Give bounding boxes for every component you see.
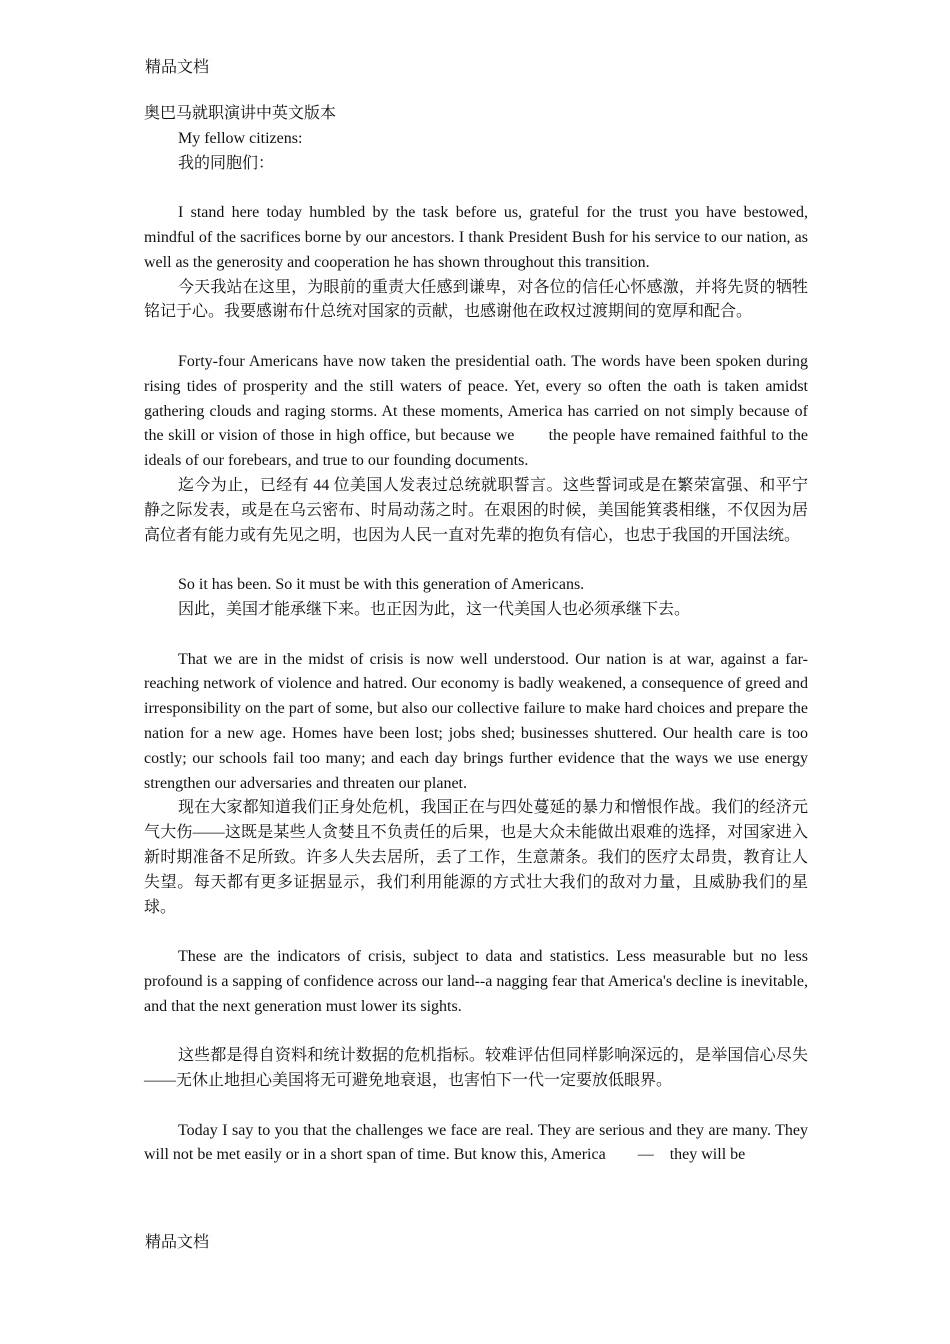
paragraph-zh: 今天我站在这里，为眼前的重责大任感到谦卑，对各位的信任心怀感激，并将先贤的牺牲铭记于心。我要感谢布什总统对国家的贡献，也感谢他在政权过渡期间的宽厚和配合。 xyxy=(144,278,808,321)
paragraph-en: I stand here today humbled by the task before us, grateful for the trust you have bestowed, mindful of the sacrifices borne by our ancestors. I thank President Bush for his service to our nation, as well as the generosity and cooperation he has shown throughout this transition. xyxy=(144,204,808,271)
page-header: 精品文档 xyxy=(145,59,210,76)
paragraph-en: These are the indicators of crisis, subject to data and statistics. Less measurable but no less profound is a sapping of confidence across our land--a nagging fear that America's decline is inevitable, and that the next generation must lower its sights. xyxy=(144,948,808,1015)
document-body xyxy=(144,102,808,1168)
page-footer: 精品文档 xyxy=(145,1234,210,1251)
document-title: 奥巴马就职演讲中英文版本 xyxy=(144,105,337,122)
paragraph-en: Forty-four Americans have now taken the presidential oath. The words have been spoken during rising tides of prosperity and the still waters of peace. Yet, every so often the oath is taken amidst gathering clouds and raging storms. At these moments, America has carried on not simply because of the skill or vision of those in high office, but because we the people have remained faithful to the ideals of our forebears, and true to our founding documents. xyxy=(144,352,808,470)
paragraph-en: So it has been. So it must be with this generation of Americans. xyxy=(178,576,585,594)
salutation-zh: 我的同胞们： xyxy=(178,154,275,172)
paragraph-zh: 现在大家都知道我们正身处危机，我国正在与四处蔓延的暴力和憎恨作战。我们的经济元气大伤——这既是某些人贪婪且不负责任的后果，也是大众未能做出艰难的选择，对国家进入新时期准备不足所致。许多人失去居所，丢了工作，生意萧条。我们的医疗太昂贵，教育让人失望。每天都有更多证据显示，我们利用能源的方式壮大我们的敌对力量，且威胁我们的星球。 xyxy=(144,799,808,916)
paragraph-zh: 这些都是得自资料和统计数据的危机指标。较难评估但同样影响深远的，是举国信心尽失——无休止地担心美国将无可避免地衰退，也害怕下一代一定要放低眼界。 xyxy=(144,1047,808,1090)
salutation-en: My fellow citizens: xyxy=(178,129,303,147)
paragraph-en: That we are in the midst of crisis is now well understood. Our nation is at war, against a far-reaching network of violence and hatred. Our economy is badly weakened, a consequence of greed and irresponsibility on the part of some, but also our collective failure to make hard choices and prepare the nation for a new age. Homes have been lost; jobs shed; businesses shuttered. Our health care is too costly; our schools fail too many; and each day brings further evidence that the ways we use energy strengthen our adversaries and threaten our planet. xyxy=(144,650,808,792)
paragraph-en: Today I say to you that the challenges we face are real. They are serious and they are many. They will not be met easily or in a short span of time. But know this, America — they will be xyxy=(144,1121,808,1164)
paragraph-zh: 因此，美国才能承继下来。也正因为此，这一代美国人也必须承继下去。 xyxy=(178,600,691,618)
paragraph-zh: 迄今为止，已经有 44 位美国人发表过总统就职誓言。这些誓词或是在繁荣富强、和平宁静之际发表，或是在乌云密布、时局动荡之时。在艰困的时候，美国能箕裘相继，不仅因为居高位者有能力或有先见之明，也因为人民一直对先辈的抱负有信心，也忠于我国的开国法统。 xyxy=(144,476,808,544)
